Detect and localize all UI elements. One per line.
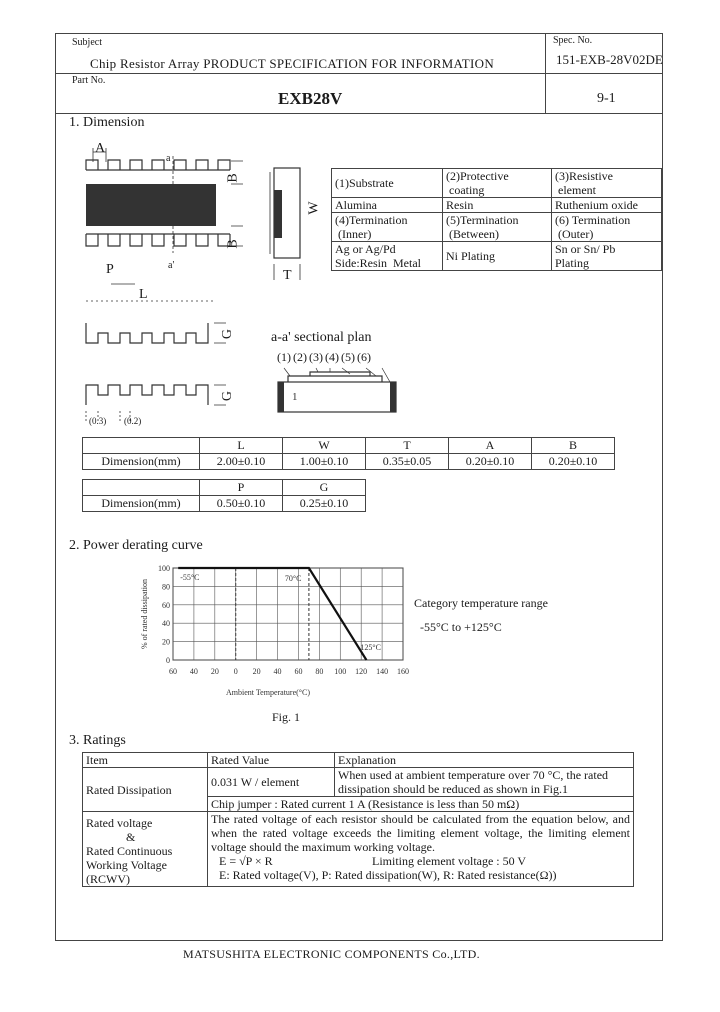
sectional-title: a-a' sectional plan bbox=[271, 330, 372, 345]
dim-label-A: A bbox=[95, 141, 106, 156]
table-cell: 0.20±0.10 bbox=[449, 454, 532, 470]
rv-formula: E = √P × R bbox=[219, 854, 273, 868]
subject-label: Subject bbox=[72, 37, 102, 48]
table-cell: (1)Substrate bbox=[332, 169, 443, 198]
table-header bbox=[83, 480, 200, 496]
rv-item-line: Rated Continuous bbox=[86, 844, 173, 858]
chip-side-view bbox=[262, 160, 322, 290]
table-header: L bbox=[200, 438, 283, 454]
table-cell: Ag or Ag/Pd Side:Resin Metal bbox=[332, 242, 443, 271]
table-cell: Ni Plating bbox=[443, 242, 552, 271]
section-title: 2. Power derating curve bbox=[69, 538, 203, 553]
table-cell: Ruthenium oxide bbox=[552, 198, 662, 213]
y-tick-label: 0 bbox=[166, 656, 170, 665]
table-header: A bbox=[449, 438, 532, 454]
table-cell: Chip jumper : Rated current 1 A (Resistance is less than 50 mΩ) bbox=[208, 797, 634, 812]
x-tick-label: 40 bbox=[189, 667, 198, 676]
table-cell: 0.25±0.10 bbox=[283, 496, 366, 512]
table-header: Rated Value bbox=[208, 753, 335, 768]
dim-label-P: P bbox=[106, 262, 114, 277]
table-cell: When used at ambient temperature over 70 °C, the rated dissipation should be reduced as shown in Fig.1 bbox=[335, 768, 634, 797]
table-cell bbox=[208, 812, 634, 887]
y-tick-label: 100 bbox=[158, 564, 170, 573]
dim-label-W: W bbox=[306, 201, 322, 215]
ratings-table bbox=[82, 752, 634, 887]
svg-text:1: 1 bbox=[292, 391, 298, 403]
footer-company: MATSUSHITA ELECTRONIC COMPONENTS Co.,LTD. bbox=[183, 947, 480, 961]
table-cell: (5)Termination (Between) bbox=[443, 213, 552, 242]
table-cell: Sn or Sn/ Pb Plating bbox=[552, 242, 662, 271]
rv-item-line: & bbox=[126, 830, 136, 844]
x-tick-label: 20 bbox=[210, 667, 219, 676]
spec-label: Spec. No. bbox=[553, 35, 593, 46]
table-header: B bbox=[532, 438, 615, 454]
table-header: G bbox=[283, 480, 366, 496]
dim-label-G-bottom: G bbox=[220, 390, 236, 402]
x-tick-label: 60 bbox=[169, 667, 177, 676]
dim-label-a: a bbox=[166, 153, 171, 164]
rv-limit: Limiting element voltage : 50 V bbox=[372, 854, 527, 868]
table-header: W bbox=[283, 438, 366, 454]
table-cell: 2.00±0.10 bbox=[200, 454, 283, 470]
x-tick-label: 40 bbox=[273, 667, 282, 676]
rv-item-line: Rated voltage bbox=[86, 816, 153, 830]
dim-label-G-top: G bbox=[220, 328, 236, 340]
table-cell: (4)Termination (Inner) bbox=[332, 213, 443, 242]
table-cell: 0.50±0.10 bbox=[200, 496, 283, 512]
table-cell: 0.031 W / element bbox=[208, 768, 335, 797]
dim-label-T: T bbox=[283, 268, 292, 283]
table-header: P bbox=[200, 480, 283, 496]
derating-line bbox=[178, 568, 366, 660]
table-cell: (2)Protective coating bbox=[443, 169, 552, 198]
x-tick-label: 0 bbox=[233, 667, 238, 676]
rv-text: The rated voltage of each resistor should be calculated from the equation below, and when the rated voltage exceeds the limiting element voltage, the limiting element voltage should the maximum working voltage. bbox=[211, 812, 630, 854]
dimension-table-1 bbox=[82, 437, 615, 470]
rv-legend: E: Rated voltage(V), P: Rated dissipation(W), R: Rated resistance(Ω)) bbox=[219, 868, 557, 882]
table-cell: Alumina bbox=[332, 198, 443, 213]
category-label: Category temperature range bbox=[414, 596, 548, 610]
figure-caption: Fig. 1 bbox=[272, 710, 301, 724]
part-label: Part No. bbox=[72, 75, 106, 86]
table-cell: 1.00±0.10 bbox=[283, 454, 366, 470]
rv-item-line: Working Voltage bbox=[86, 858, 167, 872]
table-header: Explanation bbox=[335, 753, 634, 768]
table-cell: (3)Resistive element bbox=[552, 169, 662, 198]
table-header: T bbox=[366, 438, 449, 454]
dim-note-0-2: (0.2) bbox=[124, 416, 142, 426]
x-tick-label: 60 bbox=[294, 667, 303, 676]
chip-top-view bbox=[78, 138, 278, 308]
dim-label-B-bottom: B bbox=[225, 239, 241, 249]
header-divider bbox=[55, 73, 663, 74]
annotation-label: 125°C bbox=[360, 643, 381, 652]
dim-note-0-3: (0.3) bbox=[89, 416, 107, 426]
parts-table bbox=[331, 168, 662, 271]
dim-label-B-top: B bbox=[225, 173, 241, 183]
header-divider bbox=[55, 113, 663, 114]
sectional-drawing bbox=[270, 362, 410, 417]
section-title: 1. Dimension bbox=[69, 115, 145, 130]
x-tick-label: 80 bbox=[315, 667, 324, 676]
part-number: EXB28V bbox=[278, 89, 343, 108]
table-cell: 0.35±0.05 bbox=[366, 454, 449, 470]
y-tick-label: 80 bbox=[162, 582, 170, 592]
rv-item-line: (RCWV) bbox=[86, 872, 130, 886]
y-tick-label: 60 bbox=[162, 600, 170, 610]
subject-text: Chip Resistor Array PRODUCT SPECIFICATION FOR INFORMATION bbox=[90, 56, 495, 71]
table-cell: Dimension(mm) bbox=[83, 496, 200, 512]
table-header bbox=[83, 438, 200, 454]
x-tick-label: 100 bbox=[334, 667, 347, 676]
table-cell: Resin bbox=[443, 198, 552, 213]
annotation-label: 70°C bbox=[284, 574, 302, 583]
y-tick-label: 20 bbox=[162, 637, 170, 647]
annotation-label: -55°C bbox=[180, 573, 200, 582]
y-tick-label: 40 bbox=[162, 619, 170, 629]
dimension-table-2 bbox=[82, 479, 366, 512]
spec-number: 151-EXB-28V02DE bbox=[556, 52, 663, 67]
table-header: Item bbox=[83, 753, 208, 768]
y-axis-label: % of rated dissipation bbox=[140, 579, 149, 649]
rv-formula-row bbox=[211, 854, 630, 868]
table-cell: Dimension(mm) bbox=[83, 454, 200, 470]
table-cell bbox=[83, 812, 208, 887]
header-divider bbox=[545, 33, 546, 113]
x-tick-label: 160 bbox=[397, 667, 409, 676]
x-tick-label: 140 bbox=[376, 667, 389, 676]
table-cell: 0.20±0.10 bbox=[532, 454, 615, 470]
x-axis-label: Ambient Temperature(°C) bbox=[225, 688, 311, 697]
dim-label-L: L bbox=[139, 287, 148, 302]
x-tick-label: 20 bbox=[252, 667, 261, 676]
derating-chart bbox=[135, 560, 409, 710]
x-tick-label: 120 bbox=[355, 667, 368, 676]
table-cell: Rated Dissipation bbox=[83, 768, 208, 812]
section-title: 3. Ratings bbox=[69, 733, 126, 748]
dim-label-a-prime: a' bbox=[168, 260, 175, 271]
category-range: -55°C to +125°C bbox=[420, 620, 502, 634]
page-number: 9-1 bbox=[597, 91, 616, 106]
sectional-numbers: (1) (2) (3) (4) (5) (6) bbox=[277, 350, 371, 364]
table-cell: (6) Termination (Outer) bbox=[552, 213, 662, 242]
